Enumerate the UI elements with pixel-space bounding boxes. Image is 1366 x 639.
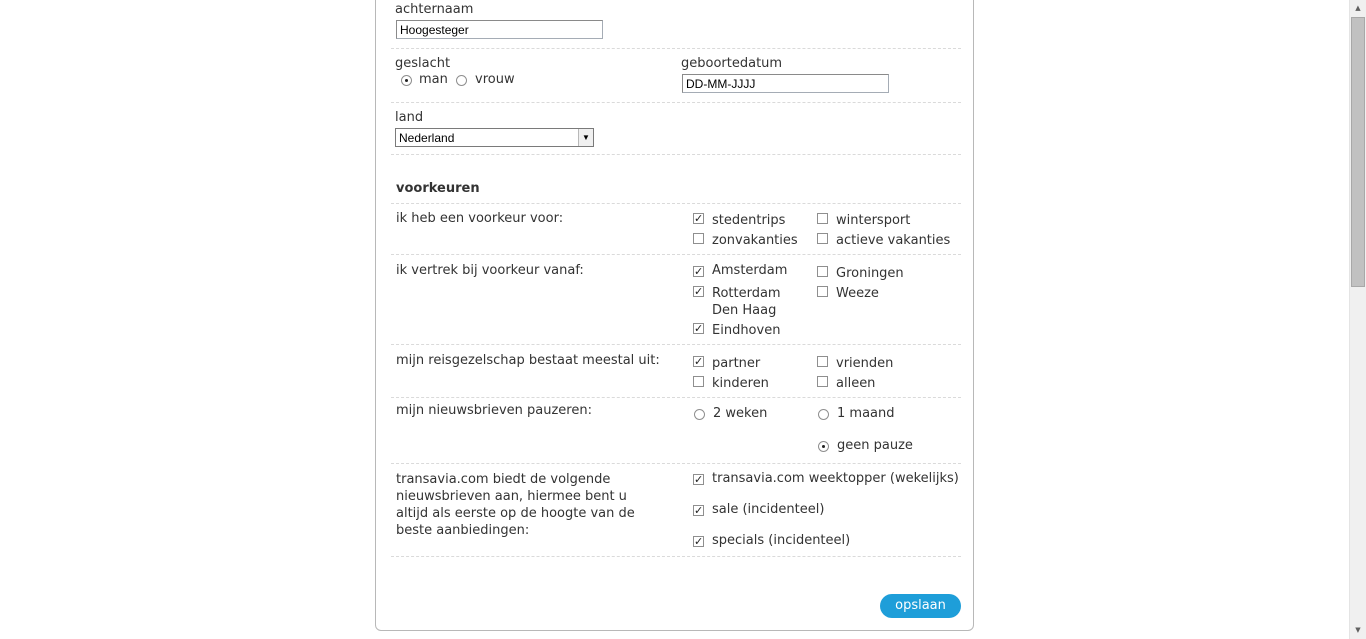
stedentrips-label: stedentrips bbox=[712, 213, 786, 228]
company-question: mijn reisgezelschap bestaat meestal uit: bbox=[396, 353, 660, 368]
departure-question: ik vertrek bij voorkeur vanaf: bbox=[396, 263, 584, 278]
weeze-checkbox[interactable] bbox=[817, 286, 828, 297]
scroll-thumb[interactable] bbox=[1351, 17, 1365, 287]
partner-checkbox[interactable]: ✓ bbox=[694, 355, 704, 368]
alleen-checkbox[interactable] bbox=[817, 376, 828, 387]
kinderen-label: kinderen bbox=[712, 376, 769, 391]
gender-male-label: man bbox=[419, 72, 448, 87]
preferences-title: voorkeuren bbox=[396, 181, 480, 196]
no-pause-radio[interactable] bbox=[818, 441, 829, 452]
sale-label: sale (incidenteel) bbox=[712, 502, 825, 517]
sale-checkbox[interactable]: ✓ bbox=[694, 504, 704, 517]
vrienden-checkbox[interactable] bbox=[817, 356, 828, 367]
trips-question: ik heb een voorkeur voor: bbox=[396, 211, 564, 226]
lastname-input[interactable]: Hoogesteger bbox=[396, 20, 603, 39]
no-pause-label: geen pauze bbox=[837, 438, 913, 453]
groningen-label: Groningen bbox=[836, 266, 904, 281]
country-select[interactable] bbox=[395, 128, 594, 147]
eindhoven-label: Eindhoven bbox=[712, 323, 781, 338]
country-select-value: Nederland bbox=[399, 131, 455, 145]
actieve-vakanties-checkbox[interactable] bbox=[817, 233, 828, 244]
birthdate-label: geboortedatum bbox=[681, 56, 783, 71]
divider bbox=[391, 254, 961, 255]
zonvakanties-label: zonvakanties bbox=[712, 233, 798, 248]
actieve-vakanties-label: actieve vakanties bbox=[836, 233, 951, 248]
divider bbox=[391, 463, 961, 464]
pause-2-weeks-label: 2 weken bbox=[713, 406, 768, 421]
eindhoven-checkbox[interactable]: ✓ bbox=[694, 322, 704, 335]
divider bbox=[391, 203, 961, 204]
divider bbox=[391, 48, 961, 49]
divider bbox=[391, 102, 961, 103]
amsterdam-checkbox[interactable]: ✓ bbox=[694, 265, 704, 278]
weektopper-checkbox[interactable]: ✓ bbox=[694, 473, 704, 486]
weeze-label: Weeze bbox=[836, 286, 879, 301]
divider bbox=[391, 397, 961, 398]
birthdate-input[interactable]: DD-MM-JJJJ bbox=[682, 74, 889, 93]
gender-female-radio[interactable] bbox=[456, 75, 467, 86]
specials-label: specials (incidenteel) bbox=[712, 533, 851, 548]
gender-female-label: vrouw bbox=[475, 72, 515, 87]
scroll-up-arrow-icon[interactable]: ▲ bbox=[1355, 4, 1361, 12]
country-label: land bbox=[395, 110, 424, 125]
chevron-down-icon[interactable]: ▼ bbox=[578, 129, 593, 146]
kinderen-checkbox[interactable] bbox=[693, 376, 704, 387]
vrienden-label: vrienden bbox=[836, 356, 894, 371]
partner-label: partner bbox=[712, 356, 761, 371]
specials-checkbox[interactable]: ✓ bbox=[694, 535, 704, 548]
stedentrips-checkbox[interactable]: ✓ bbox=[694, 212, 704, 225]
alleen-label: alleen bbox=[836, 376, 876, 391]
pause-2-weeks-radio[interactable] bbox=[694, 409, 705, 420]
gender-label: geslacht bbox=[395, 56, 451, 71]
profile-form-panel bbox=[375, 0, 974, 631]
weektopper-label: transavia.com weektopper (wekelijks) bbox=[712, 471, 959, 486]
wintersport-label: wintersport bbox=[836, 213, 911, 228]
amsterdam-label: Amsterdam bbox=[712, 263, 788, 278]
pause-1-month-radio[interactable] bbox=[818, 409, 829, 420]
vertical-scrollbar[interactable] bbox=[1349, 0, 1366, 639]
zonvakanties-checkbox[interactable] bbox=[693, 233, 704, 244]
pause-question: mijn nieuwsbrieven pauzeren: bbox=[396, 403, 592, 418]
wintersport-checkbox[interactable] bbox=[817, 213, 828, 224]
den-haag-label: Den Haag bbox=[712, 303, 777, 318]
newsletters-question: transavia.com biedt de volgende nieuwsbrieven aan, hiermee bent u altijd als eerste op de hoogte van de beste aanbiedingen: bbox=[396, 472, 635, 538]
rotterdam-checkbox[interactable]: ✓ bbox=[694, 285, 704, 298]
divider bbox=[391, 344, 961, 345]
save-button[interactable]: opslaan bbox=[880, 594, 961, 618]
divider bbox=[391, 154, 961, 155]
lastname-label: achternaam bbox=[395, 2, 474, 17]
rotterdam-label: Rotterdam bbox=[712, 286, 781, 301]
divider bbox=[391, 556, 961, 557]
groningen-checkbox[interactable] bbox=[817, 266, 828, 277]
scroll-down-arrow-icon[interactable]: ▼ bbox=[1355, 626, 1361, 634]
pause-1-month-label: 1 maand bbox=[837, 406, 895, 421]
gender-male-radio[interactable] bbox=[401, 75, 412, 86]
